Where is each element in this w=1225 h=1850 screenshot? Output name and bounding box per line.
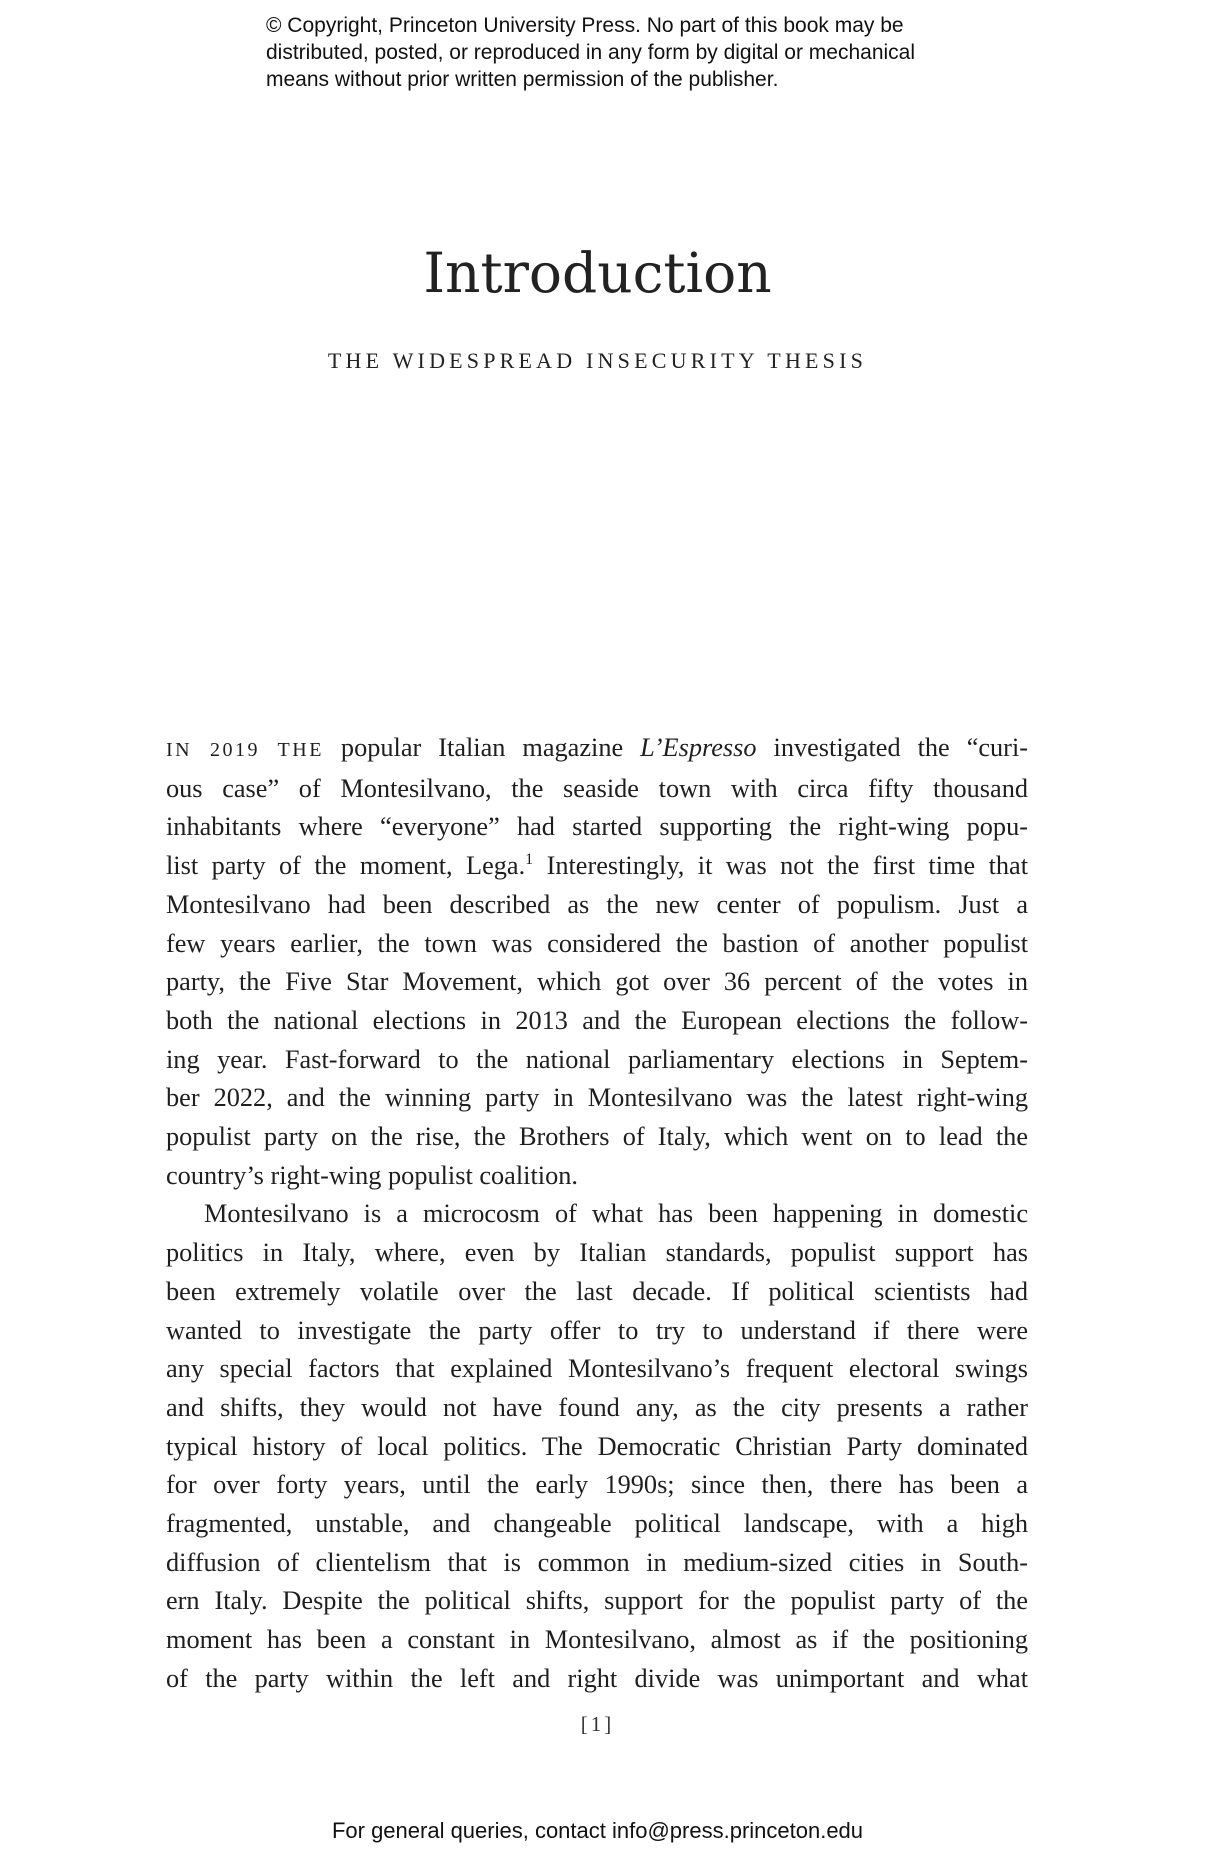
text-line: fragmented, unstable, and changeable political landscape, with a high — [166, 1509, 1028, 1539]
text-line: of the party within the left and right divide was unimportant and what — [166, 1663, 1028, 1693]
text-line: wanted to investigate the party offer to try to understand if there were — [166, 1315, 1028, 1345]
text-line: party, the Five Star Movement, which got over 36 percent of the votes in — [166, 967, 1028, 997]
text-line: typical history of local politics. The Democratic Christian Party dominated — [166, 1431, 1028, 1461]
footer-contact: For general queries, contact info@press.princeton.edu — [331, 1818, 864, 1843]
text-line: Montesilvano had been described as the new center of populism. Just a — [166, 889, 1028, 919]
text-line: moment has been a constant in Montesilvano, almost as if the positioning — [166, 1625, 1028, 1655]
opening-small-caps: IN 2019 THE — [166, 739, 324, 761]
magazine-title: L’Espresso — [640, 733, 757, 762]
text-line: ber 2022, and the winning party in Montesilvano was the latest right-wing — [166, 1083, 1028, 1113]
page-number: [1] — [580, 1712, 615, 1736]
text-line: ern Italy. Despite the political shifts, support for the populist party of the — [166, 1586, 1028, 1616]
copyright-line: means without prior written permission of the publisher. — [266, 68, 779, 91]
chapter-title: Introduction — [423, 241, 772, 305]
text-line: politics in Italy, where, even by Italian standards, populist support has — [166, 1238, 1028, 1268]
text-line: ing year. Fast-forward to the national parliamentary elections in Septem- — [166, 1044, 1028, 1074]
text-line: populist party on the rise, the Brothers of Italy, which went on to lead the — [166, 1122, 1028, 1152]
text-line: few years earlier, the town was considered the bastion of another populist — [166, 928, 1028, 958]
text-line: and shifts, they would not have found any, as the city presents a rather — [166, 1392, 1028, 1422]
footnote-marker[interactable]: 1 — [525, 851, 534, 869]
text-line-last: country’s right-wing populist coalition. — [166, 1160, 578, 1190]
copyright-line: © Copyright, Princeton University Press. No part of this book may be — [266, 14, 904, 37]
text-fragment: list party of the moment, Lega. — [166, 851, 526, 881]
text-line: any special factors that explained Montesilvano’s frequent electoral swings — [166, 1354, 1028, 1384]
text-line: diffusion of clientelism that is common in medium-sized cities in South- — [166, 1547, 1028, 1577]
text-line: both the national elections in 2013 and the European elections the follow- — [166, 1005, 1028, 1035]
opening-text: popular Italian magazine — [323, 733, 641, 762]
opening-text-end: investigated the “curi- — [756, 733, 1029, 762]
text-line — [166, 847, 1028, 886]
text-fragment: Interestingly, it was not the first time that — [533, 851, 1029, 881]
paragraph-first-line: Montesilvano is a microcosm of what has been happening in domestic — [204, 1199, 1028, 1229]
copyright-notice — [266, 12, 1026, 93]
body-text — [166, 729, 1028, 1699]
opening-line — [166, 729, 1028, 770]
chapter-subtitle: THE WIDESPREAD INSECURITY THESIS — [327, 348, 868, 373]
copyright-line: distributed, posted, or reproduced in any form by digital or mechanical — [266, 41, 916, 64]
text-line: for over forty years, until the early 1990s; since then, there has been a — [166, 1470, 1028, 1500]
text-line: inhabitants where “everyone” had started supporting the right-wing popu- — [166, 812, 1028, 842]
text-line: ous case” of Montesilvano, the seaside town with circa fifty thousand — [166, 773, 1028, 803]
text-line: been extremely volatile over the last decade. If political scientists had — [166, 1276, 1028, 1306]
